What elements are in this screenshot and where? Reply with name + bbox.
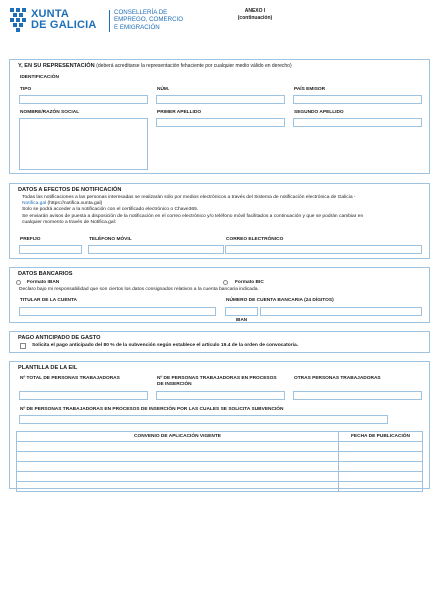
primer-apellido-label: PRIMER APELLIDO bbox=[157, 110, 202, 115]
logo-divider bbox=[109, 10, 110, 32]
convenio-cell[interactable] bbox=[17, 482, 339, 492]
section-notificacion bbox=[9, 183, 430, 259]
declaro-text: Declaro bajo mi responsabilidad que son ciertos los datos consignados relativos a la cuenta bancaria indicada. bbox=[19, 287, 259, 292]
xunta-logo-icon bbox=[10, 8, 26, 32]
convenio-cell[interactable] bbox=[17, 472, 339, 482]
fecha-cell[interactable] bbox=[339, 482, 423, 492]
section-title: Y, EN SU REPRESENTACIÓN (deberá acreditarse la representación fehaciente por cualquier medio válido en derecho) bbox=[18, 63, 292, 69]
nombre-label: NOMBRE/RAZÓN SOCIAL bbox=[20, 110, 80, 115]
otras-trabajadoras-label: OTRAS PERSONAS TRABAJADORAS bbox=[294, 376, 381, 381]
fecha-cell[interactable] bbox=[339, 442, 423, 452]
section-title: PLANTILLA DE LA EIL bbox=[18, 365, 78, 371]
prefijo-field[interactable] bbox=[19, 245, 82, 254]
prefijo-label: PREFIJO bbox=[20, 237, 41, 242]
fecha-cell[interactable] bbox=[339, 462, 423, 472]
tipo-label: TIPO bbox=[20, 87, 32, 92]
table-row bbox=[17, 442, 423, 452]
titular-field[interactable] bbox=[19, 307, 216, 316]
fecha-cell[interactable] bbox=[339, 472, 423, 482]
formato-iban-radio[interactable] bbox=[16, 280, 21, 285]
convenio-cell[interactable] bbox=[17, 462, 339, 472]
section-title: PAGO ANTICIPADO DE GASTO bbox=[18, 335, 101, 341]
notificacion-text: Todas las notificaciones a las personas interesadas se realizarán sólo por medios electrónicos a través del Sistema de notificación electrónica de Galicia - Notifica.gal (https://notifica.xunta.gal) Solo se podrá acceder a la notificación con el certificado electrónico o Chave365. Se enviarán avisos de puesta a disposición de la notificación en el correo electrónico y/o teléfono móvil facilitados a continuación y que se podrán cambiar en cualquier momento a través de Notifica.gal: bbox=[22, 195, 364, 225]
convenio-cell[interactable] bbox=[17, 452, 339, 462]
solicita-subvencion-label: Nº DE PERSONAS TRABAJADORAS EN PROCESOS DE INSERCIÓN POR LAS CUALES SE SOLICITA SUBVENCIÓN bbox=[20, 407, 284, 412]
table-row bbox=[17, 482, 423, 492]
fecha-publicacion-header: FECHA DE PUBLICACIÓN bbox=[339, 432, 423, 442]
fecha-cell[interactable] bbox=[339, 452, 423, 462]
convenio-table bbox=[16, 431, 423, 492]
num-label: NÚM. bbox=[157, 87, 170, 92]
section-bancarios bbox=[9, 267, 430, 323]
pais-label: PAÍS EMISOR bbox=[294, 87, 326, 92]
iban-label: IBAN bbox=[235, 317, 248, 322]
nombre-field[interactable] bbox=[19, 118, 148, 170]
section-plantilla bbox=[9, 361, 430, 489]
total-trabajadoras-label: Nº TOTAL DE PERSONAS TRABAJADORAS bbox=[20, 376, 120, 381]
numero-cuenta-field[interactable] bbox=[260, 307, 422, 316]
formato-iban-label: Formato IBAN bbox=[27, 280, 60, 285]
titular-label: TITULAR DE LA CUENTA bbox=[20, 298, 78, 303]
solicita-subvencion-field[interactable] bbox=[19, 415, 388, 424]
tipo-field[interactable] bbox=[19, 95, 148, 104]
procesos-insercion-label: Nº DE PERSONAS TRABAJADORAS EN PROCESOS DE INSERCIÓN bbox=[157, 376, 277, 387]
formato-bic-radio[interactable] bbox=[223, 280, 228, 285]
segundo-apellido-field[interactable] bbox=[293, 118, 422, 127]
table-row bbox=[17, 462, 423, 472]
numero-cuenta-label: NÚMERO DE CUENTA BANCARIA (24 DÍGITOS) bbox=[226, 298, 334, 303]
pago-anticipado-checkbox[interactable] bbox=[20, 343, 26, 349]
document-header bbox=[10, 8, 430, 48]
pago-anticipado-text: Solicita el pago anticipado del 80 % de la subvención según establece el artículo 19.4 de la orden de convocatoria. bbox=[32, 343, 299, 348]
segundo-apellido-label: SEGUNDO APELLIDO bbox=[294, 110, 344, 115]
section-representacion bbox=[9, 59, 430, 174]
num-field[interactable] bbox=[156, 95, 285, 104]
table-row bbox=[17, 452, 423, 462]
total-trabajadoras-field[interactable] bbox=[19, 391, 148, 400]
telefono-label: TELÉFONO MÓVIL bbox=[89, 237, 132, 242]
otras-trabajadoras-field[interactable] bbox=[293, 391, 422, 400]
xunta-logo-text: XUNTA DE GALICIA bbox=[31, 8, 97, 31]
telefono-field[interactable] bbox=[88, 245, 224, 254]
section-title: DATOS A EFECTOS DE NOTIFICACIÓN bbox=[18, 187, 122, 193]
pais-field[interactable] bbox=[293, 95, 422, 104]
identificacion-label: IDENTIFICACIÓN bbox=[20, 75, 59, 80]
notifica-link[interactable]: Notifica.gal bbox=[22, 201, 47, 207]
section-title: DATOS BANCARIOS bbox=[18, 271, 73, 277]
anexo-title: ANEXO I (continuación) bbox=[237, 8, 273, 21]
conselleria-name: CONSELLERÍA DE EMPREGO, COMERCIO E EMIGRACIÓN bbox=[114, 9, 184, 31]
section-pago bbox=[9, 331, 430, 353]
convenio-header: CONVENIO DE APLICACIÓN VIGENTE bbox=[17, 432, 339, 442]
correo-label: CORREO ELECTRÓNICO bbox=[226, 237, 284, 242]
formato-bic-label: Formato BIC bbox=[235, 280, 264, 285]
primer-apellido-field[interactable] bbox=[156, 118, 285, 127]
correo-field[interactable] bbox=[225, 245, 422, 254]
iban-prefix-field[interactable] bbox=[225, 307, 258, 322]
table-row bbox=[17, 472, 423, 482]
convenio-cell[interactable] bbox=[17, 442, 339, 452]
procesos-insercion-field[interactable] bbox=[156, 391, 285, 400]
